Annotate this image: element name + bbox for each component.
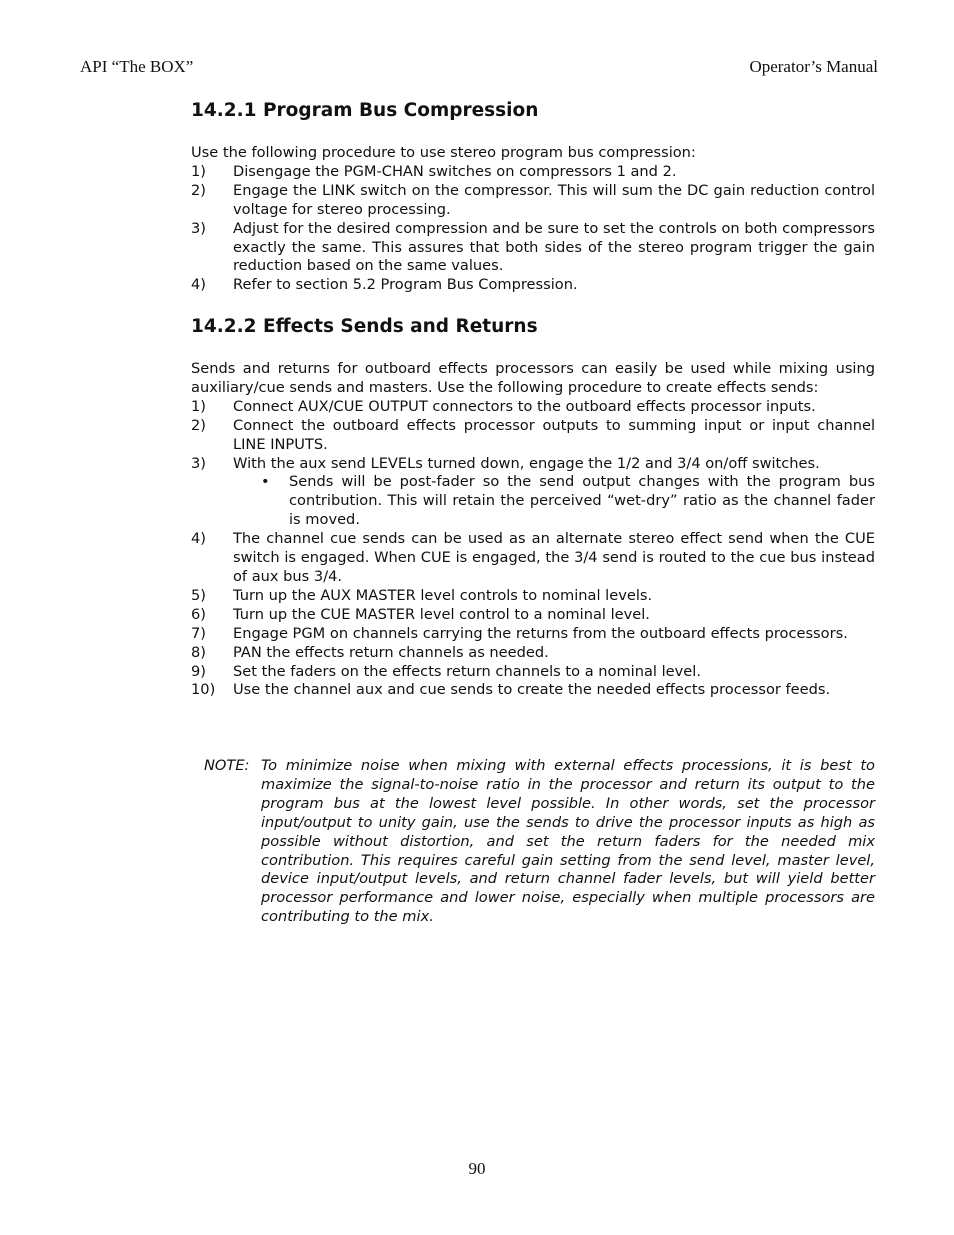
section-intro: Use the following procedure to use stereo program bus compression: <box>191 144 696 161</box>
list-item: 2) Engage the LINK switch on the compressor. This will sum the DC gain reduction control voltage for stereo processing. <box>191 181 875 218</box>
running-header-title: API “The BOX” <box>80 57 194 76</box>
list-item: 3) With the aux send LEVELs turned down, engage the 1/2 and 3/4 on/off switches. <box>191 454 820 472</box>
list-item: 6) Turn up the CUE MASTER level control to a nominal level. <box>191 605 650 623</box>
running-header-manual: Operator’s Manual <box>749 57 878 76</box>
note-label: NOTE: <box>204 757 250 774</box>
list-item: 4) The channel cue sends can be used as an alternate stereo effect send when the CUE switch is engaged. When CUE is engaged, the 3/4 send is routed to the cue bus instead of aux bus 3/4. <box>191 530 875 585</box>
list-item: 8) PAN the effects return channels as needed. <box>191 643 549 661</box>
procedure-list-continued <box>191 530 875 700</box>
list-item: 4) Refer to section 5.2 Program Bus Compression. <box>191 276 578 294</box>
note-block <box>204 757 875 927</box>
section-heading-effects-sends-returns: 14.2.2 Effects Sends and Returns <box>191 316 538 337</box>
list-item: 9) Set the faders on the effects return channels to a nominal level. <box>191 662 701 680</box>
section-effects-sends-returns-body <box>191 360 875 700</box>
section-heading-program-bus-compression: 14.2.1 Program Bus Compression <box>191 100 539 121</box>
bullet-item: • Sends will be post-fader so the send output changes with the program bus contribution. This will retain the perceived “wet-dry” ratio as the channel fader is moved. <box>261 473 875 529</box>
bullet-mark: • <box>261 473 270 491</box>
list-item: 3) Adjust for the desired compression and be sure to set the controls on both compressors exactly the same. This assures that both sides of the stereo program trigger the gain reduction based on the same values. <box>191 219 875 275</box>
bullet-list <box>191 473 875 530</box>
list-item: 1) Disengage the PGM-CHAN switches on compressors 1 and 2. <box>191 162 677 180</box>
section-program-bus-compression-body <box>191 144 875 295</box>
page-number: 90 <box>468 1159 486 1178</box>
note-text: To minimize noise when mixing with external effects processions, it is best to maximize the signal-to-noise ratio in the processor and return its output to the program bus at the lowest level possible. In other words, set the processor input/output to unity gain, use the sends to drive the processor inputs as high as possible without distortion, and set the return faders for the needed mix contribution. This requires careful gain setting from the send level, master level, device input/output levels, and return channel fader levels, but will yield better processor performance and lower noise, especially when multiple processors are contributing to the mix. <box>261 757 875 926</box>
procedure-list <box>191 398 875 474</box>
list-item: 2) Connect the outboard effects processor outputs to summing input or input channel LINE INPUTS. <box>191 416 875 453</box>
procedure-list <box>191 163 875 295</box>
list-item: 7) Engage PGM on channels carrying the returns from the outboard effects processors. <box>191 624 848 642</box>
list-item: 10) Use the channel aux and cue sends to create the needed effects processor feeds. <box>191 681 831 699</box>
list-item: 5) Turn up the AUX MASTER level controls to nominal levels. <box>191 586 653 604</box>
section-intro: Sends and returns for outboard effects processors can easily be used while mixing using auxiliary/cue sends and masters. Use the following procedure to create effects sends: <box>191 360 875 396</box>
list-item: 1) Connect AUX/CUE OUTPUT connectors to the outboard effects processor inputs. <box>191 397 816 415</box>
